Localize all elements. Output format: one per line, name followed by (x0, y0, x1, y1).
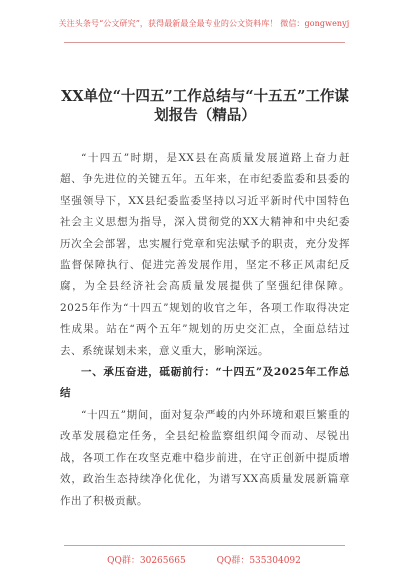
header-notice: 关注头条号“公文研究”，获得最新最全最专业的公文资料库！ 微信：gongwenyj (58, 19, 350, 28)
footer-divider (64, 545, 345, 546)
document-body (60, 148, 350, 512)
document-title: XX单位“十四五”工作总结与“十五五”工作谋划报告（精品） (61, 88, 349, 124)
section-heading: 一、承压奋进，砥砺前行：“十四五”及2025年工作总结 (60, 366, 350, 400)
footer-qq-group-2: QQ群：535304092 (216, 556, 301, 566)
footer-qq-group-1: QQ群：30265665 (107, 556, 186, 566)
section-paragraph: “十四五”期间，面对复杂严峻的内外环境和艰巨繁重的改革发展稳定任务，全县纪检监察组织闻令而动、尽锐出战，各项工作在攻坚克难中稳步前进，在守正创新中提质增效，政治生态持续净化优化，为谱写XX高质量发展新篇章作出了积极贡献。 (60, 408, 350, 507)
footer (0, 553, 408, 566)
intro-paragraph: “十四五”时期，是XX县在高质量发展道路上奋力赶超、争先进位的关键五年。五年来，在市纪委监委和县委的坚强领导下，XX县纪委监委坚持以习近平新时代中国特色社会主义思想为指导，深入贯彻党的XX大精神和中央纪委历次全会部署，忠实履行党章和宪法赋予的职责，充分发挥监督保障执行、促进完善发展作用，坚定不移正风肃纪反腐，为全县经济社会高质量发展提供了坚强纪律保障。2025年作为“十四五”规划的收官之年，各项工作取得决定性成果。站在“两个五年”规划的历史交汇点，全面总结过去、系统谋划未来，意义重大，影响深远。 (60, 152, 350, 357)
header-divider (64, 42, 345, 43)
